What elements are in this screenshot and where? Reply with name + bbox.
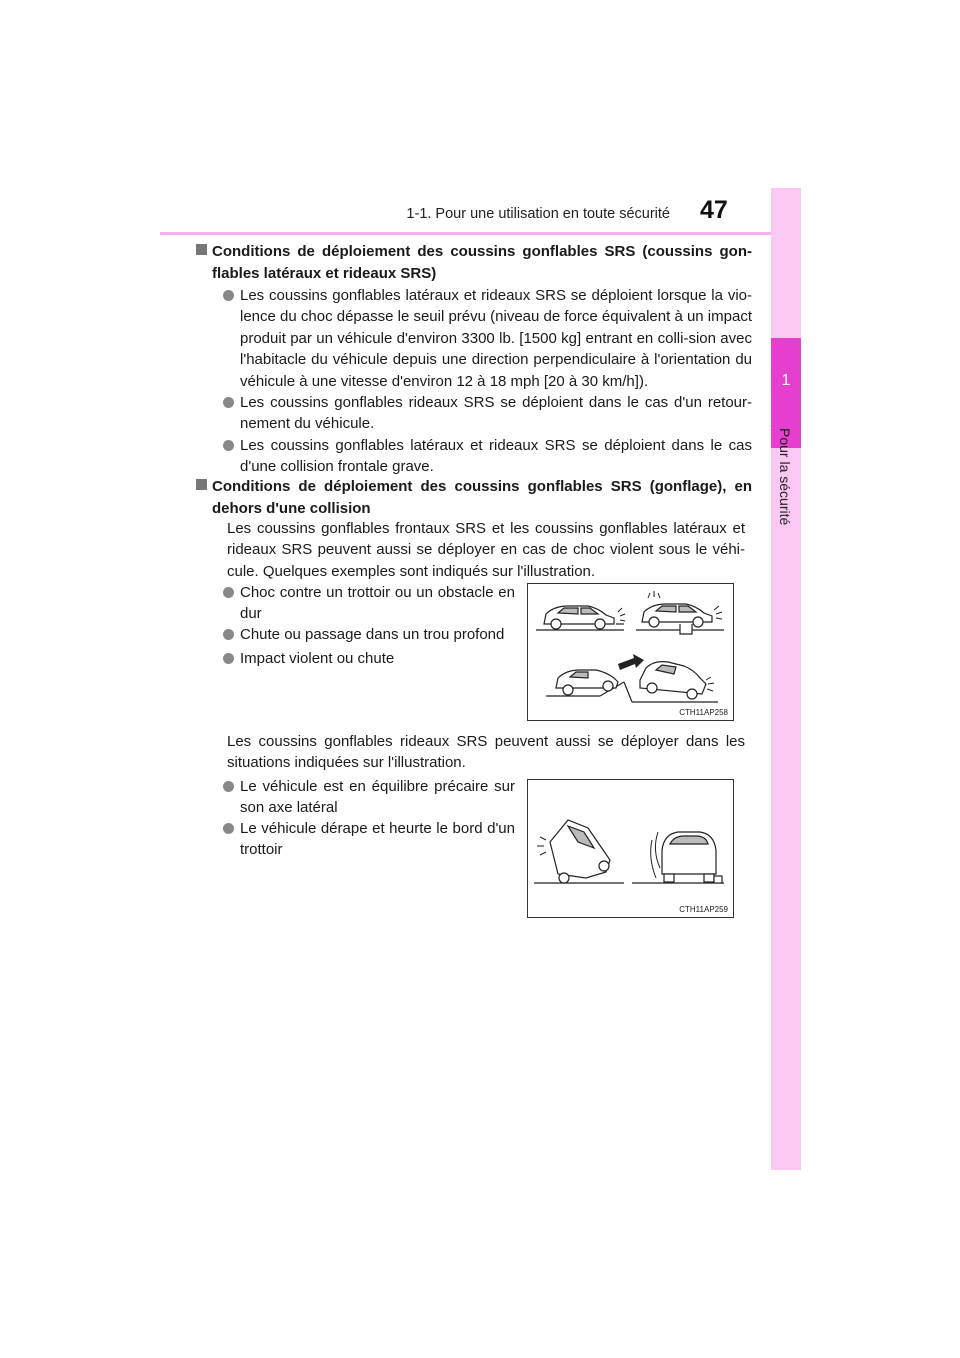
illustration-rollover (527, 779, 734, 918)
bullet-item: Les coussins gonflables rideaux SRS se déploient dans le cas d'un retour-nement du véhicule. (240, 392, 752, 435)
chapter-label: Pour la sécurité (777, 428, 793, 526)
bullet-item: Le véhicule dérape et heurte le bord d'un trottoir (240, 818, 515, 861)
bullet-item: Les coussins gonflables latéraux et rideaux SRS se déploient lorsque la vio-lence du choc dépasse le seuil prévu (niveau de force équivalent à un impact produit par un véhicule d'environ 3300 lb. [1500 kg] entrant en colli-sion avec l'habitacle du véhicule depuis une direction perpendiculaire à l'orientation du véhicule à une vitesse d'environ 12 à 18 mph [20 à 30 km/h]). (240, 285, 752, 392)
bullet-item: Choc contre un trottoir ou un obstacle en dur (240, 582, 515, 625)
page-number: 47 (700, 196, 728, 224)
figure-code: CTH11AP259 (679, 905, 728, 914)
circle-bullet-icon (223, 440, 234, 451)
bullet-item: Chute ou passage dans un trou profond (240, 624, 515, 645)
header-rule (160, 232, 772, 235)
circle-bullet-icon (223, 653, 234, 664)
section-heading-1: Conditions de déploiement des coussins gonflables SRS (coussins gon-flables latéraux et rideaux SRS) (212, 241, 752, 285)
bullet-item: Les coussins gonflables latéraux et rideaux SRS se déploient dans le cas d'une collision frontale grave. (240, 435, 752, 478)
square-bullet-icon (196, 479, 207, 490)
bullet-item: Impact violent ou chute (240, 648, 515, 669)
cars-impact-drawing (528, 584, 733, 720)
section-paragraph: Les coussins gonflables frontaux SRS et les coussins gonflables latéraux et rideaux SRS peuvent aussi se déployer en cas de choc violent sous le véhi-cule. Quelques exemples sont indiqués sur l'illustration. (227, 520, 745, 580)
circle-bullet-icon (223, 629, 234, 640)
chapter-side-tab (771, 188, 801, 1170)
circle-bullet-icon (223, 290, 234, 301)
chapter-number: 1 (781, 372, 791, 389)
square-bullet-icon (196, 244, 207, 255)
illustration-curb-impact (527, 583, 734, 721)
circle-bullet-icon (223, 823, 234, 834)
cars-rollover-drawing (528, 780, 733, 917)
header-section-title: 1-1. Pour une utilisation en toute sécurité (406, 206, 670, 222)
section-paragraph-2: Les coussins gonflables rideaux SRS peuvent aussi se déployer dans les situations indiquées sur l'illustration. (227, 733, 745, 772)
circle-bullet-icon (223, 587, 234, 598)
bullet-item: Le véhicule est en équilibre précaire sur son axe latéral (240, 776, 515, 819)
figure-code: CTH11AP258 (679, 708, 728, 717)
circle-bullet-icon (223, 781, 234, 792)
section-heading-2: Conditions de déploiement des coussins gonflables SRS (gonflage), en dehors d'une collision (212, 476, 752, 520)
circle-bullet-icon (223, 397, 234, 408)
